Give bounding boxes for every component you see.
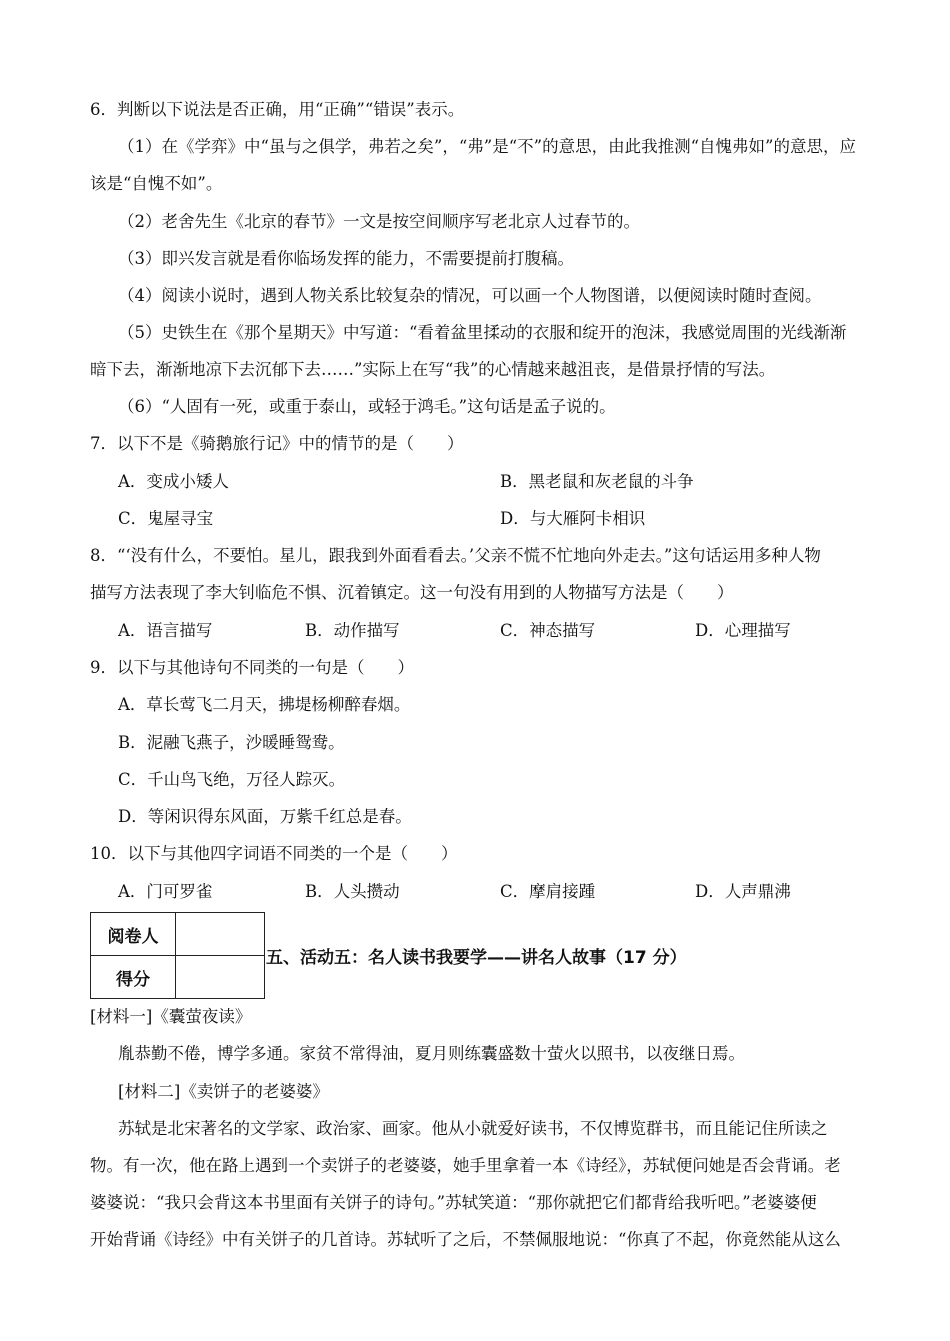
q9-option-d: D．等闲识得东风面，万紫千红总是春。: [118, 807, 412, 826]
q7-option-a: A．变成小矮人: [118, 472, 229, 491]
material-2-line-1: 苏轼是北宋著名的文学家、政治家、画家。他从小就爱好读书，不仅博览群书，而且能记住所读之: [118, 1119, 828, 1138]
material-2-line-2: 物。有一次，他在路上遇到一个卖饼子的老婆婆，她手里拿着一本《诗经》，苏轼便问她是否会背诵。老: [90, 1156, 841, 1175]
q6-statement-6: （6）“人固有一死，或重于泰山，或轻于鸿毛。”这句话是孟子说的。: [118, 397, 616, 416]
q10-option-d: D．人声鼎沸: [695, 882, 791, 901]
q10-stem: 10．以下与其他四字词语不同类的一个是（ ）: [90, 844, 458, 863]
q6-statement-1-cont: 该是“自愧不如”。: [90, 174, 223, 193]
material-2-title: [材料二]《卖饼子的老婆婆》: [118, 1082, 329, 1101]
q8-option-d: D．心理描写: [695, 621, 791, 640]
reviewer-label: 阅卷人: [91, 913, 176, 956]
score-label: 得分: [91, 956, 176, 999]
q10-option-a: A．门可罗雀: [118, 882, 213, 901]
q6-statement-5-cont: 暗下去，渐渐地凉下去沉郁下去……”实际上在写“我”的心情越来越沮丧，是借景抒情的写法。: [90, 360, 776, 379]
material-1-text: 胤恭勤不倦，博学多通。家贫不常得油，夏月则练囊盛数十萤火以照书，以夜继日焉。: [118, 1044, 745, 1063]
section-5-title: 五、活动五：名人读书我要学——讲名人故事（17 分）: [266, 948, 687, 968]
material-2-line-4: 开始背诵《诗经》中有关饼子的几首诗。苏轼听了之后，不禁佩服地说：“你真了不起，你竟然能从这么: [90, 1230, 841, 1249]
q8-option-a: A．语言描写: [118, 621, 213, 640]
q7-stem: 7．以下不是《骑鹅旅行记》中的情节的是（ ）: [90, 434, 464, 453]
q7-option-c: C．鬼屋寻宝: [118, 509, 214, 528]
score-field[interactable]: [176, 956, 265, 999]
q6-statement-2: （2）老舍先生《北京的春节》一文是按空间顺序写老北京人过春节的。: [118, 212, 640, 231]
q8-stem: 8．“‘没有什么，不要怕。星儿，跟我到外面看看去。’父亲不慌不忙地向外走去。”这句话运用多种人物: [90, 546, 821, 565]
q6-statement-5: （5）史铁生在《那个星期天》中写道：“看着盆里揉动的衣服和绽开的泡沫，我感觉周围的光线渐渐: [118, 323, 847, 342]
q8-stem-cont: 描写方法表现了李大钊临危不惧、沉着镇定。这一句没有用到的人物描写方法是（ ）: [90, 583, 734, 602]
q9-option-c: C．千山鸟飞绝，万径人踪灭。: [118, 770, 346, 789]
q7-option-d: D．与大雁阿卡相识: [500, 509, 646, 528]
material-1-title: [材料一]《囊萤夜读》: [90, 1007, 252, 1026]
q10-option-b: B．人头攒动: [305, 882, 400, 901]
q9-option-b: B．泥融飞燕子，沙暖睡鸳鸯。: [118, 733, 345, 752]
q7-option-b: B．黑老鼠和灰老鼠的斗争: [500, 472, 694, 491]
q9-option-a: A．草长莺飞二月天，拂堤杨柳醉春烟。: [118, 695, 411, 714]
q6-statement-4: （4）阅读小说时，遇到人物关系比较复杂的情况，可以画一个人物图谱，以便阅读时随时查阅。: [118, 286, 822, 305]
q9-stem: 9．以下与其他诗句不同类的一句是（ ）: [90, 658, 414, 677]
q6-statement-1: （1）在《学弈》中“虽与之俱学，弗若之矣”，“弗”是“不”的意思，由此我推测“自愧弗如”的意思，应: [118, 137, 856, 156]
q6-stem: 6．判断以下说法是否正确，用“正确”“错误”表示。: [90, 100, 465, 119]
reviewer-field[interactable]: [176, 913, 265, 956]
q8-option-b: B．动作描写: [305, 621, 400, 640]
q8-option-c: C．神态描写: [500, 621, 596, 640]
material-2-line-3: 婆婆说：“我只会背这本书里面有关饼子的诗句。”苏轼笑道：“那你就把它们都背给我听吧。”老婆婆便: [90, 1193, 817, 1212]
score-table: [90, 912, 265, 999]
q10-option-c: C．摩肩接踵: [500, 882, 596, 901]
q6-statement-3: （3）即兴发言就是看你临场发挥的能力，不需要提前打腹稿。: [118, 249, 574, 268]
